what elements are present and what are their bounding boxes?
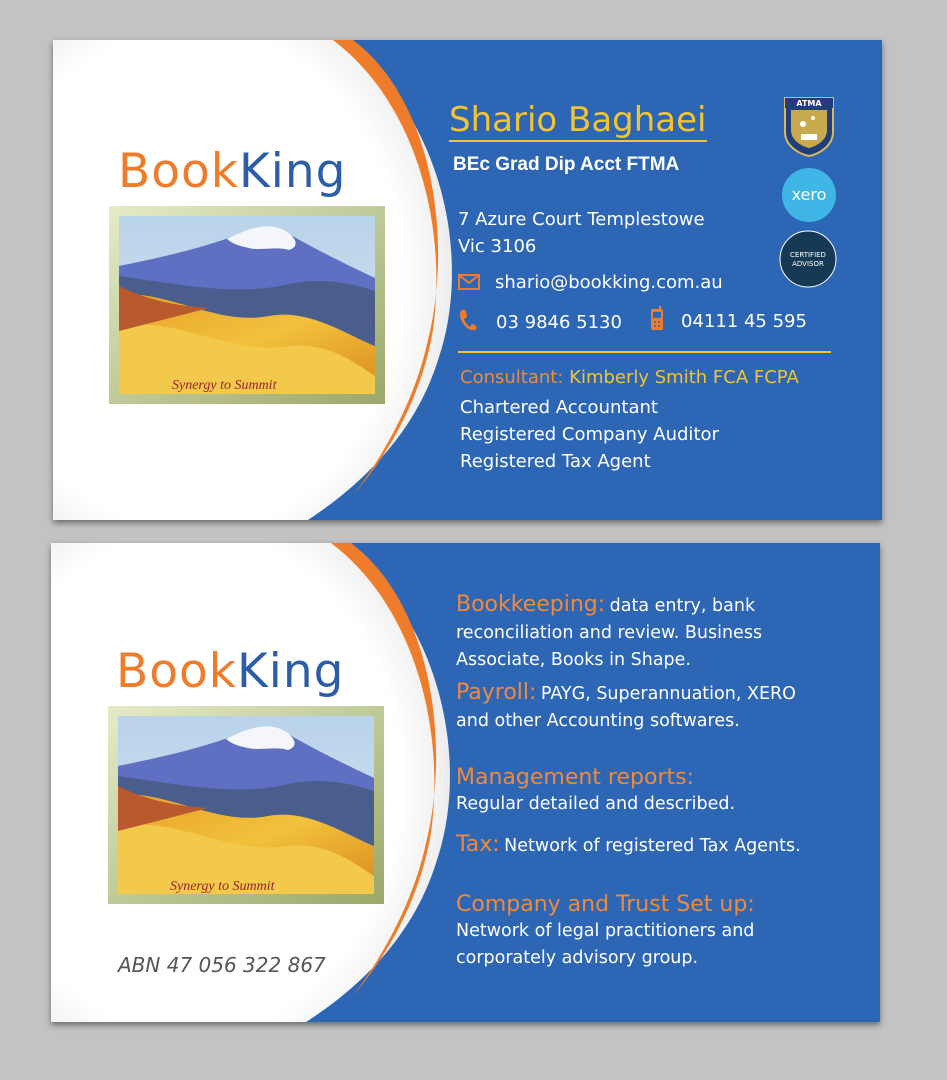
service-bookkeeping: Bookkeeping: data entry, bank reconciliation and review. Business Associate, Books in Shape. [456,592,763,670]
business-card-front [53,40,882,520]
tagline: Synergy to Summit [170,879,275,894]
phone-number[interactable]: 03 9846 5130 [496,312,622,333]
envelope-icon [458,274,480,290]
role-company-auditor: Registered Company Auditor [460,424,719,445]
role-chartered-accountant: Chartered Accountant [460,397,658,418]
brand-logo-text: BookKing [118,144,347,199]
abn-number: ABN 47 056 322 867 [118,953,326,977]
service-tax: Tax: Network of registered Tax Agents. [456,832,801,857]
consultant-line: Consultant: Kimberly Smith FCA FCPA [460,367,799,388]
svg-text:xero: xero [791,185,827,204]
service-company-trust-setup: Company and Trust Set up: Network of legal practitioners and corporately advisory group. [456,892,755,968]
xero-badge-icon [781,167,837,223]
service-payroll: Payroll: PAYG, Superannuation, XERO and other Accounting softwares. [456,680,796,731]
credentials: BEc Grad Dip Acct FTMA [453,154,680,175]
email-link[interactable]: shario@bookking.com.au [495,272,723,293]
svg-text:ATMA: ATMA [796,99,822,108]
tagline: Synergy to Summit [172,378,277,393]
svg-text:CERTIFIED: CERTIFIED [790,251,826,259]
mountain-painting [109,206,385,404]
role-tax-agent: Registered Tax Agent [460,451,651,472]
atma-badge-icon [783,96,835,158]
divider [458,351,831,353]
certified-advisor-badge-icon [779,230,837,288]
svg-text:ADVISOR: ADVISOR [792,260,824,268]
mobile-phone-icon [649,306,665,332]
phone-icon [458,308,478,332]
service-management-reports: Management reports: Regular detailed and described. [456,765,736,814]
business-card-back [51,543,880,1022]
person-name: Shario Baghaei [449,100,707,140]
mountain-painting [108,706,384,904]
address-line-2: Vic 3106 [458,236,537,257]
mobile-number[interactable]: 04111 45 595 [681,311,807,332]
address-line-1: 7 Azure Court Templestowe [458,209,705,230]
brand-logo-text: BookKing [116,644,345,699]
